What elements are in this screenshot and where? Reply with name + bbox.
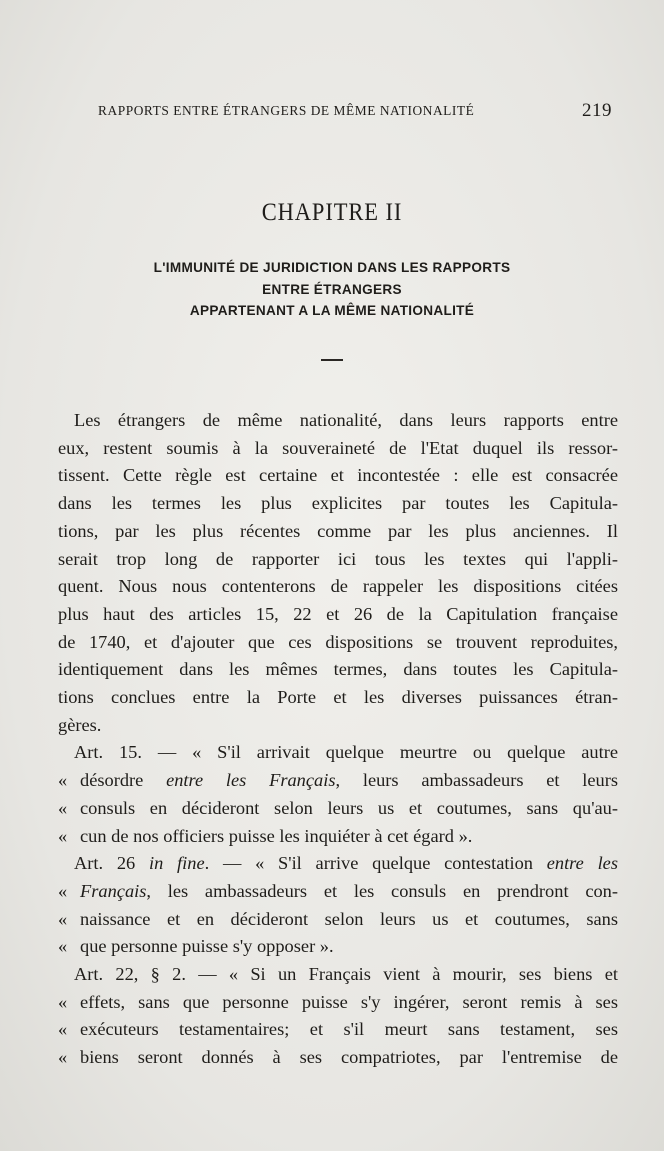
- page-number: 219: [582, 100, 612, 121]
- text-line: « que personne puisse s'y opposer ».: [58, 936, 334, 957]
- quote-article-26: [58, 850, 618, 961]
- body-text: [58, 407, 618, 1072]
- running-head: [98, 100, 618, 124]
- paragraph-intro: [58, 407, 618, 739]
- chapter-subtitle-line-2: ENTRE ÉTRANGERS: [262, 282, 402, 297]
- section-rule: [321, 359, 343, 361]
- running-title: RAPPORTS ENTRE ÉTRANGERS DE MÊME NATIONALITÉ: [98, 103, 475, 118]
- text-line: « exécuteurs testamentaires; et s'il meurt sans testament, ses: [58, 1019, 618, 1040]
- text-line: tissent. Cette règle est certaine et incontestée : elle est consacrée: [58, 465, 618, 486]
- text-line: « biens seront donnés à ses compatriotes, par l'entremise de: [58, 1047, 618, 1068]
- text-line: « Français, les ambassadeurs et les consuls en prendront con-: [58, 880, 618, 901]
- text-line: « cun de nos officiers puisse les inquiéter à cet égard ».: [58, 825, 473, 846]
- text-line: « consuls en décideront selon leurs us et coutumes, sans qu'au-: [58, 797, 618, 818]
- quote-article-15: [58, 739, 618, 850]
- text-line: gères.: [58, 714, 102, 735]
- quote-article-22: [58, 961, 618, 1072]
- text-line: plus haut des articles 15, 22 et 26 de la Capitulation française: [58, 603, 618, 624]
- chapter-subtitle-line-1: L'IMMUNITÉ DE JURIDICTION DANS LES RAPPORTS: [153, 260, 511, 275]
- text-line: Les étrangers de même nationalité, dans leurs rapports entre: [74, 410, 618, 430]
- text-line: eux, restent soumis à la souveraineté de l'Etat duquel ils ressor-: [58, 437, 618, 458]
- chapter-title: CHAPITRE II: [261, 199, 403, 226]
- text-line: Art. 15. — « S'il arrivait quelque meurtre ou quelque autre: [74, 742, 618, 763]
- chapter-subtitle-line-3: APPARTENANT A LA MÊME NATIONALITÉ: [189, 303, 475, 318]
- text-line: « désordre entre les Français, leurs ambassadeurs et leurs: [58, 770, 618, 791]
- text-line: de 1740, et d'ajouter que ces dispositions se trouvent reproduites,: [58, 631, 618, 652]
- text-line: Art. 26 in fine. — « S'il arrive quelque contestation entre les: [74, 853, 618, 874]
- text-line: identiquement dans les mêmes termes, dans toutes les Capitula-: [58, 659, 618, 680]
- text-line: « effets, sans que personne puisse s'y ingérer, seront remis à ses: [58, 991, 618, 1012]
- text-line: tions, par les plus récentes comme par les plus anciennes. Il: [58, 520, 618, 541]
- text-line: quent. Nous nous contenterons de rappeler les dispositions citées: [58, 576, 618, 597]
- text-line: Art. 22, § 2. — « Si un Français vient à mourir, ses biens et: [74, 964, 618, 985]
- text-line: serait trop long de rapporter ici tous les textes qui l'appli-: [58, 548, 618, 569]
- text-line: « naissance et en décideront selon leurs us et coutumes, sans: [58, 908, 618, 929]
- text-line: dans les termes les plus explicites par toutes les Capitula-: [58, 493, 618, 514]
- text-line: tions conclues entre la Porte et les diverses puissances étran-: [58, 687, 618, 708]
